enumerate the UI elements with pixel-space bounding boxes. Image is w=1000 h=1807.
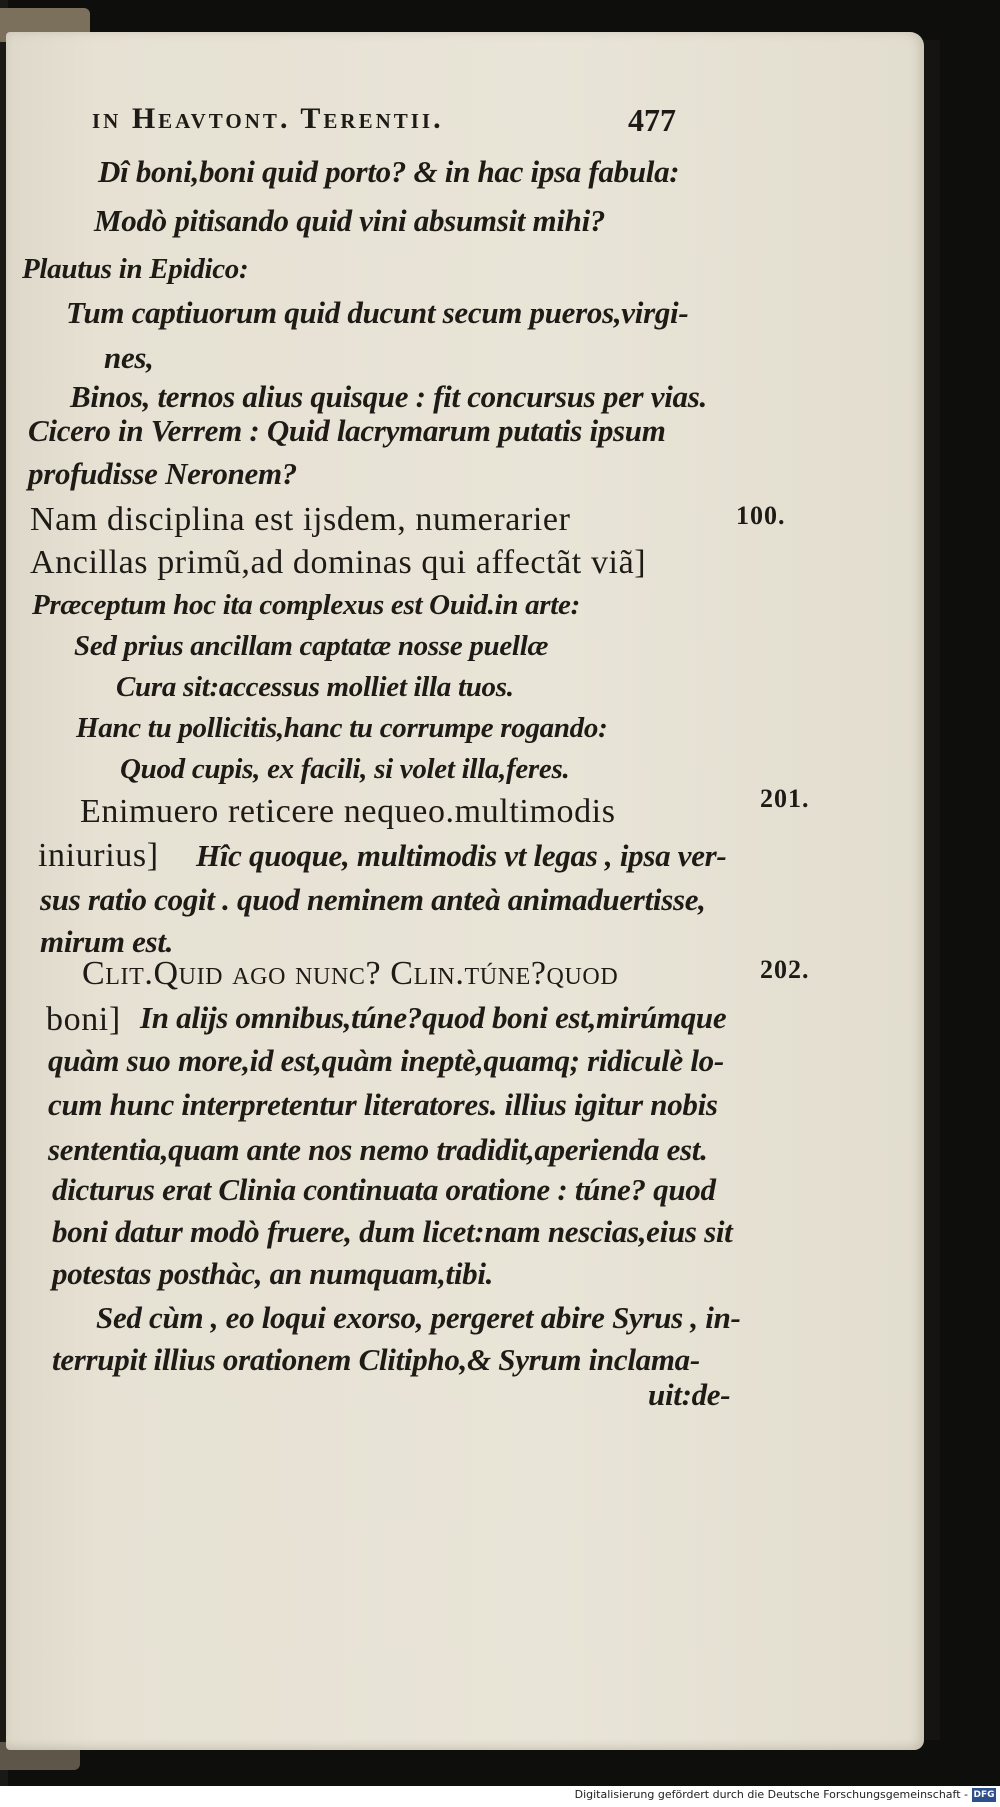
text-line: boni datur modò fruere, dum licet:nam nescias,eius sit [52,1214,733,1249]
text-line: sus ratio cogit . quod neminem anteà animaduertisse, [40,882,706,917]
text-line: Præceptum hoc ita complexus est Ouid.in arte: [32,589,580,621]
text-line: Sed cùm , eo loqui exorso, pergeret abire Syrus , in- [96,1300,741,1335]
text-line: profudisse Neronem? [28,456,298,491]
text-line: nes, [104,340,154,375]
text-line: sententia,quam ante nos nemo tradidit,aperienda est. [48,1132,708,1167]
page-edge-shadow [922,40,940,1740]
text-line: Hanc tu pollicitis,hanc tu corrumpe rogando: [76,712,608,744]
text-line: dicturus erat Clinia continuata oratione : túne? quod [52,1172,716,1207]
text-line: Tum captiuorum quid ducunt secum pueros,virgi- [66,295,689,330]
text-line: Dî boni,boni quid porto? & in hac ipsa fabula: [98,154,680,189]
margin-line-number: 100. [736,501,786,530]
text-line: Cura sit:accessus molliet illa tuos. [116,671,514,703]
text-line: boni] [46,1001,121,1038]
catchword: uit:de- [648,1377,731,1412]
text-line: Hîc quoque, multimodis vt legas , ipsa ver- [196,838,727,873]
running-head: in Heavtont. Terentii. [92,102,444,135]
text-line: Plautus in Epidico: [22,253,249,285]
text-line: Modò pitisando quid vini absumsit mihi? [94,203,606,238]
text-line: terrupit illius orationem Clitipho,& Syrum inclama- [52,1342,700,1377]
text-line: Enimuero reticere nequeo.multimodis [80,793,616,830]
text-line: Ancillas primũ,ad dominas qui affectãt viã] [30,544,647,581]
text-line: iniurius] [38,837,159,874]
text-line: Nam disciplina est ijsdem, numerarier [30,501,571,538]
margin-line-number: 202. [760,955,810,984]
text-line: Binos, ternos alius quisque : fit concursus per vias. [70,379,707,414]
page-number: 477 [628,102,676,138]
dfg-logo-icon: DFG [973,1790,995,1800]
text-line: quàm suo more,id est,quàm ineptè,quamq; ridiculè lo- [48,1043,724,1078]
text-line: Cicero in Verrem : Quid lacrymarum putatis ipsum [28,413,666,448]
text-line: Quod cupis, ex facili, si volet illa,feres. [120,753,570,785]
text-line: mirum est. [40,924,174,959]
text-line: potestas posthàc, an numquam,tibi. [52,1256,494,1291]
text-line: Sed prius ancillam captatæ nosse puellæ [74,630,549,662]
margin-line-number: 201. [760,784,810,813]
text-line: cum hunc interpretentur literatores. illius igitur nobis [48,1087,718,1122]
text-line: In alijs omnibus,túne?quod boni est,mirúmque [140,1000,727,1035]
footer-credit: Digitalisierung gefördert durch die Deutsche Forschungsgemeinschaft - [574,1788,968,1801]
text-line: Clit.Quid ago nunc? Clin.túne?quod [82,955,619,992]
